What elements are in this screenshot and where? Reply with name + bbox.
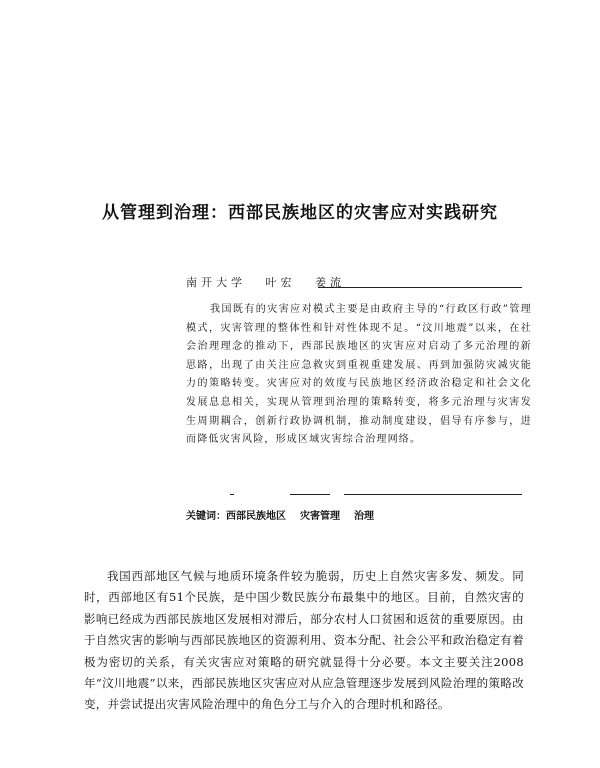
keywords-label: 关键词： [186,511,226,522]
author-name: 姜流 [315,276,345,289]
abstract-bottom-rule [230,494,234,495]
author-name: 叶宏 [265,276,296,289]
keyword: 治理 [354,511,374,522]
abstract-bottom-rule [344,494,522,495]
abstract-bottom-rule [290,494,330,495]
keyword: 西部民族地区 [226,511,286,522]
abstract-top-rule [318,287,522,288]
body-paragraph: 我国西部地区气候与地质环境条件较为脆弱，历史上自然灾害多发、频发。同时，西部地区有51个民族，是中国少数民族分布最集中的地区。目前，自然灾害的影响已经成为西部民族地区发展相对滞后，部分农村人口贫困和返贫的重要原因。由于自然灾害的影响与西部民族地区的资源利用、资本分配、社会公平和政治稳定有着极为密切的关系，有关灾害应对策略的研究就显得十分必要。本文主要关注2008年“汶川地震”以来，西部民族地区灾害应对从应急管理逐步发展到风险治理的策略改变，并尝试提出灾害风险治理中的角色分工与介入的合理时机和路径。 [84,569,524,712]
keyword: 灾害管理 [300,511,340,522]
paper-title: 从管理到治理：西部民族地区的灾害应对实践研究 [102,203,498,223]
abstract: 我国既有的灾害应对模式主要是由政府主导的“行政区行政”管理模式，灾害管理的整体性和针对性体现不足。“汶川地震”以来，在社会治理理念的推动下，西部民族地区的灾害应对启动了多元治理的新思路，出现了由关注应急救灾到重视重建发展、再到加强防灾减灾能力的策略转变。灾害应对的效度与民族地区经济政治稳定和社会文化发展息息相关，实现从管理到治理的策略转变，将多元治理与灾害发生周期耦合，创新行政协调机制，推动制度建设，倡导有序参与，进而降低灾害风险，形成区域灾害综合治理网络。 [186,304,532,446]
keywords [186,507,388,522]
author-affiliation: 南开大学 [186,276,246,289]
